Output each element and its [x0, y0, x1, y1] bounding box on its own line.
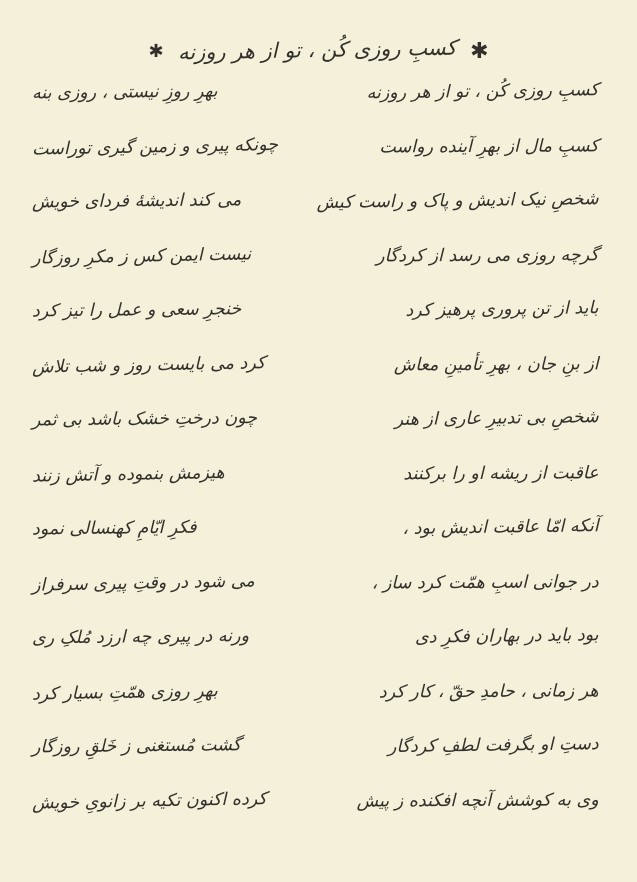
hemistich-first: از بنِ جان ، بهرِ تأمینِ معاش — [394, 353, 600, 375]
hemistich-second: هیزمش بنموده و آتش زنند — [31, 462, 225, 487]
hemistich-second: کرده اکنون تکیه بر زانویِ خویش — [31, 788, 267, 814]
poem-title: کسبِ روزی کُن ، تو از هر روزنه — [177, 35, 457, 65]
hemistich-second: بهرِ روزِ نیستی ، روزی بنه — [31, 81, 218, 104]
couplet-row — [26, 570, 611, 628]
couplet-row — [26, 409, 611, 464]
couplet-row — [26, 243, 611, 301]
couplet-row — [26, 464, 611, 519]
hemistich-second: کرد می بایست روز و شب تلاش — [31, 352, 266, 378]
hemistich-second: می شود در وقتِ پیری سرفراز — [31, 570, 255, 596]
poem-body — [0, 82, 637, 845]
star-icon: ✱ — [148, 41, 164, 62]
couplet-row — [26, 518, 611, 573]
hemistich-first: بود باید در بهاران فکرِ دی — [415, 625, 600, 648]
couplet-row — [26, 736, 611, 791]
hemistich-second: گشت مُستغنی ز خَلقِ روزگار — [31, 735, 242, 758]
hemistich-first: گرچه روزی می رسد از کردگار — [376, 244, 600, 266]
hemistich-first: در جوانی اسبِ همّت کرد ساز ، — [372, 571, 600, 594]
couplet-row — [26, 788, 611, 846]
couplet-row — [26, 82, 611, 137]
hemistich-second: فکرِ ایّامِ کهنسالی نمود — [31, 517, 197, 540]
couplet-row — [26, 300, 611, 355]
couplet-row — [26, 627, 611, 682]
couplet-row — [26, 191, 611, 246]
hemistich-first: هر زمانی ، حامدِ حقّ ، کار کرد — [379, 680, 600, 702]
hemistich-second: ورنه در پیری چه ارزد مُلکِ ری — [31, 626, 250, 649]
couplet-row — [26, 352, 611, 410]
hemistich-first: کسبِ روزی کُن ، تو از هر روزنه — [366, 80, 600, 104]
hemistich-second: می کند اندیشهٔ فردای خویش — [31, 190, 242, 213]
hemistich-first: دستِ او بگرفت لطفِ کردگار — [388, 734, 600, 758]
hemistich-first: وی به کوشش آنچه افکنده ز پیش — [356, 789, 600, 812]
hemistich-first: عاقبت از ریشه او را برکنند — [403, 462, 600, 484]
hemistich-second: چونکه پیری و زمین گیری توراست — [31, 134, 279, 160]
hemistich-second: چون درختِ خشک باشد بی ثمر — [31, 408, 258, 431]
hemistich-second: خنجرِ سعی و عمل را تیز کرد — [31, 299, 242, 322]
hemistich-second: بهرِ روزی همّتِ بسیار کرد — [31, 680, 218, 705]
hemistich-first: آنکه امّا عاقبت اندیش بود ، — [402, 516, 600, 539]
couplet-row — [26, 134, 611, 192]
couplet-row — [26, 682, 611, 737]
hemistich-first: شخصِ نیک اندیش و پاک و راست کیش — [316, 189, 600, 214]
star-icon: ✱ — [470, 39, 489, 64]
hemistich-first: کسبِ مال از بهرِ آینده رواست — [379, 135, 600, 157]
hemistich-second: نیست ایمن کس ز مکرِ روزگار — [31, 243, 252, 269]
hemistich-first: باید از تن پروری پرهیز کرد — [405, 298, 600, 321]
poem-title-row — [0, 0, 637, 74]
hemistich-first: شخصِ بی تدبیرِ عاری از هنر — [394, 407, 600, 431]
